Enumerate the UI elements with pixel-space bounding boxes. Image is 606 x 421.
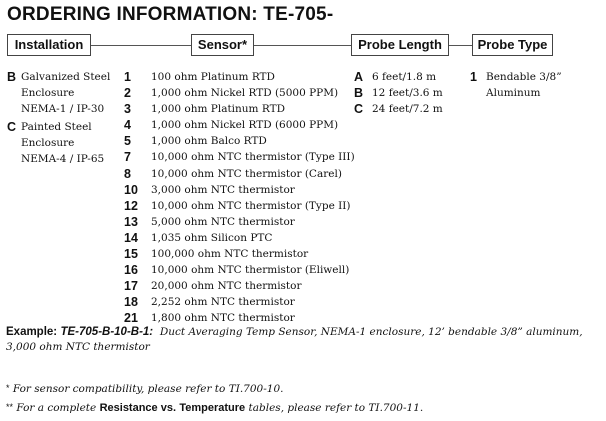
sensor-option <box>124 230 355 246</box>
sensor-code: 5 <box>124 134 131 149</box>
header-installation: Installation <box>7 34 91 56</box>
probe-length-option <box>354 85 443 101</box>
length-code: C <box>354 102 364 117</box>
probe-type-list <box>470 69 562 101</box>
installation-list <box>7 69 110 168</box>
sensor-code: 12 <box>124 198 138 213</box>
sensor-label: 1,000 ohm Balco RTD <box>151 135 267 148</box>
sensor-option <box>124 278 355 294</box>
sensor-option <box>124 198 355 214</box>
sensor-option <box>124 262 355 278</box>
sensor-code: 16 <box>124 263 138 278</box>
sensor-option <box>124 117 355 133</box>
sensor-code: 2 <box>124 86 131 101</box>
sensor-code: 8 <box>124 166 131 181</box>
sensor-code: 4 <box>124 118 131 133</box>
option-label-line: Enclosure <box>21 137 75 150</box>
footnote-marker: ** <box>6 402 14 412</box>
option-code: C <box>7 120 17 135</box>
option-label-line: NEMA-1 / IP-30 <box>21 103 105 116</box>
length-code: A <box>354 70 364 84</box>
footnote-bold-text: Resistance vs. <box>99 402 177 414</box>
footnote-resistance-tables <box>6 400 423 415</box>
sensor-code: 14 <box>124 230 138 245</box>
sensor-option <box>124 294 355 310</box>
footnote-text: For sensor compatibility, please refer to TI.700-10. <box>12 383 284 395</box>
sensor-code: 15 <box>124 247 138 262</box>
sensor-option <box>124 69 355 85</box>
sensor-code: 18 <box>124 295 138 310</box>
sensor-code: 3 <box>124 102 131 117</box>
example-code: TE-705-B-10-B-1: <box>60 326 154 338</box>
sensor-option <box>124 101 355 117</box>
option-label-line: Galvanized Steel <box>21 71 111 83</box>
sensor-label: 10,000 ohm NTC thermistor (Eliwell) <box>151 264 350 277</box>
sensor-label: 3,000 ohm NTC thermistor <box>151 183 295 196</box>
sensor-code: 7 <box>124 150 131 165</box>
sensor-label: 20,000 ohm NTC thermistor <box>151 280 302 293</box>
sensor-label: 1,800 ohm NTC thermistor <box>151 312 295 325</box>
sensor-option <box>124 85 355 101</box>
probe-length-option <box>354 69 443 85</box>
sensor-list <box>124 69 355 327</box>
length-code: B <box>354 86 364 101</box>
sensor-label: 100 ohm Platinum RTD <box>151 71 275 83</box>
type-label-line: Aluminum <box>486 87 541 100</box>
sensor-code: 10 <box>124 182 138 197</box>
sensor-code: 13 <box>124 214 138 229</box>
page-title: ORDERING INFORMATION: TE-705- <box>7 4 334 25</box>
footnote-text: For a complete <box>16 402 97 414</box>
example-description: Duct Averaging Temp Sensor, NEMA-1 enclosure, 12’ bendable 3/8” aluminum, 3,000 ohm NTC thermistor <box>6 326 583 353</box>
sensor-label: 1,000 ohm Nickel RTD (6000 PPM) <box>151 119 339 132</box>
probe-length-list <box>354 69 443 117</box>
sensor-label: 100,000 ohm NTC thermistor <box>151 248 309 261</box>
length-label: 24 feet/7.2 m <box>372 103 443 116</box>
installation-option <box>7 69 110 117</box>
option-code: B <box>7 70 17 84</box>
sensor-option <box>124 246 355 262</box>
sensor-option <box>124 133 355 149</box>
sensor-option <box>124 149 355 165</box>
type-label-line: Bendable 3/8” <box>486 71 562 83</box>
footnote-bold-text: Temperature <box>179 402 246 414</box>
sensor-label: 10,000 ohm NTC thermistor (Type II) <box>151 199 351 212</box>
installation-option <box>7 119 110 167</box>
option-label-line: Painted Steel <box>21 121 92 134</box>
footnote-text: tables, please refer to TI.700-11. <box>248 402 424 414</box>
option-label-line: Enclosure <box>21 87 75 100</box>
sensor-label: 1,035 ohm Silicon PTC <box>151 231 273 244</box>
sensor-label: 5,000 ohm NTC thermistor <box>151 215 295 228</box>
header-sensor: Sensor* <box>191 34 254 56</box>
type-code: 1 <box>470 70 477 84</box>
header-probe-type: Probe Type <box>472 34 553 56</box>
header-probe-length: Probe Length <box>351 34 449 56</box>
probe-length-option <box>354 101 443 117</box>
option-label-line: NEMA-4 / IP-65 <box>21 153 105 166</box>
sensor-option <box>124 182 355 198</box>
ordering-example <box>6 325 602 355</box>
length-label: 12 feet/3.6 m <box>372 87 443 100</box>
sensor-option <box>124 166 355 182</box>
sensor-label: 10,000 ohm NTC thermistor (Carel) <box>151 167 342 180</box>
footnote-marker: * <box>6 383 10 393</box>
sensor-code: 1 <box>124 70 131 84</box>
footnote-compatibility <box>6 381 283 396</box>
sensor-label: 10,000 ohm NTC thermistor (Type III) <box>151 151 355 164</box>
sensor-code: 21 <box>124 311 138 326</box>
probe-type-option <box>470 69 562 101</box>
sensor-label: 1,000 ohm Nickel RTD (5000 PPM) <box>151 87 339 100</box>
length-label: 6 feet/1.8 m <box>372 71 437 83</box>
sensor-label: 2,252 ohm NTC thermistor <box>151 296 295 309</box>
sensor-label: 1,000 ohm Platinum RTD <box>151 103 285 116</box>
example-label: Example: <box>6 326 58 338</box>
sensor-code: 17 <box>124 279 138 294</box>
sensor-option <box>124 214 355 230</box>
